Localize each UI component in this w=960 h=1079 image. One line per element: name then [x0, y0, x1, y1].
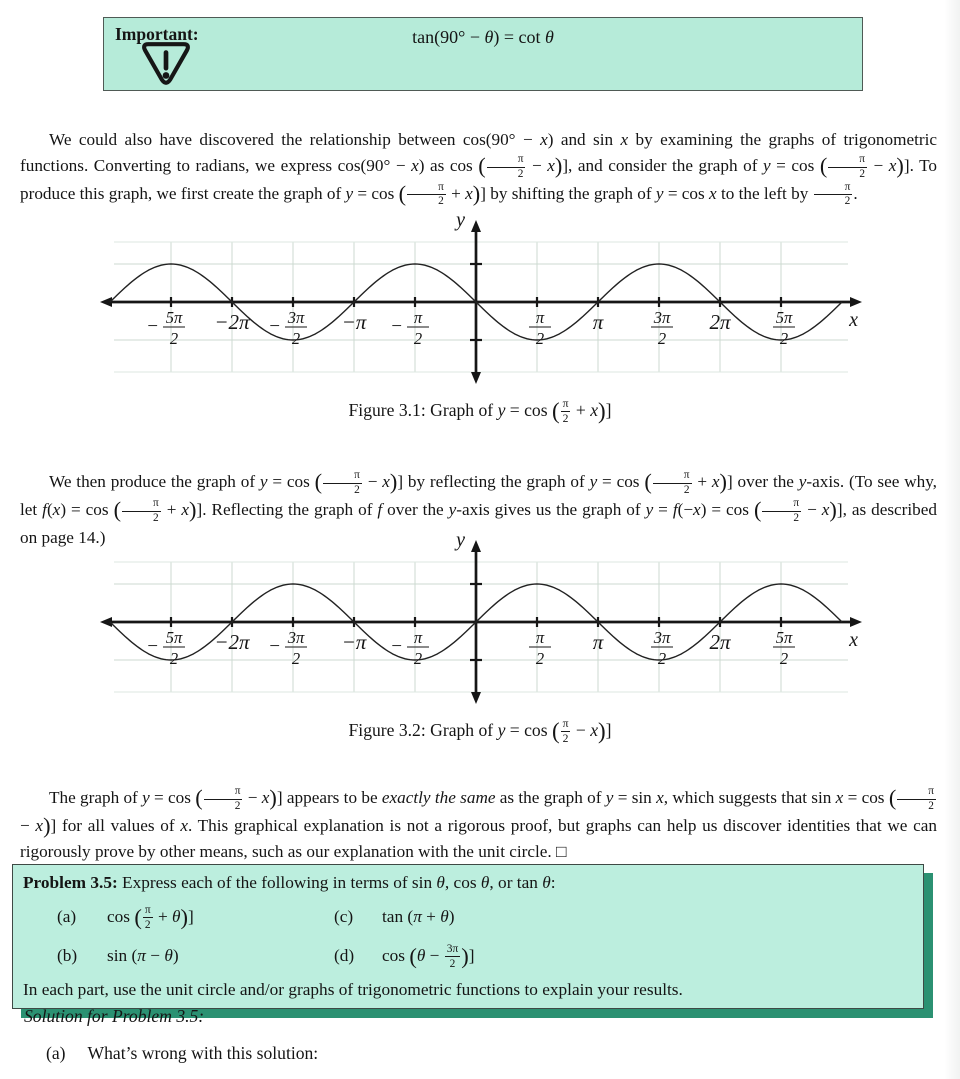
- problem-item-b-label: (b): [57, 946, 78, 965]
- svg-text:2: 2: [291, 329, 301, 348]
- svg-text:2: 2: [779, 649, 789, 668]
- svg-text:−π: −π: [341, 310, 367, 334]
- problem-item-a-expression: cos ( $\frac{\pi}{2}$ + θ)]: [107, 903, 194, 931]
- svg-text:−: −: [390, 316, 403, 337]
- svg-text:−: −: [268, 316, 281, 337]
- svg-text:−: −: [268, 636, 281, 657]
- problem-item-d-label: (d): [334, 946, 355, 965]
- svg-text:2: 2: [657, 649, 667, 668]
- svg-text:2: 2: [779, 329, 789, 348]
- svg-text:2: 2: [169, 649, 179, 668]
- problem-box: [12, 864, 924, 1009]
- svg-text:−π: −π: [341, 630, 367, 654]
- figure-3-2-graph: [96, 530, 866, 716]
- svg-text:5π: 5π: [165, 308, 183, 327]
- svg-text:3π: 3π: [287, 308, 305, 327]
- svg-text:2: 2: [413, 649, 423, 668]
- svg-text:−: −: [146, 316, 159, 337]
- svg-text:2: 2: [291, 649, 301, 668]
- svg-text:π: π: [413, 628, 423, 647]
- problem-item-a-label: (a): [57, 907, 77, 926]
- scan-edge-shading: [944, 0, 960, 1079]
- problem-item-d-expression: cos (θ − $\frac{3\pi}{2}$ )]: [382, 942, 475, 970]
- problem-title: [23, 873, 911, 893]
- svg-text:−: −: [146, 636, 159, 657]
- svg-text:5π: 5π: [165, 628, 183, 647]
- problem-item-c-expression: tan (π + θ): [382, 907, 455, 926]
- svg-text:x: x: [849, 309, 858, 331]
- problem-row-bd: [57, 941, 911, 971]
- svg-text:3π: 3π: [653, 308, 671, 327]
- svg-text:5π: 5π: [775, 628, 793, 647]
- svg-text:π: π: [535, 308, 545, 327]
- svg-text:2: 2: [535, 649, 545, 668]
- svg-text:−2π: −2π: [214, 630, 250, 654]
- svg-text:2π: 2π: [709, 310, 731, 334]
- problem-item-c-label: (c): [334, 907, 354, 926]
- svg-text:3π: 3π: [287, 628, 305, 647]
- important-box: [103, 17, 863, 91]
- svg-text:π: π: [592, 310, 604, 334]
- svg-text:−2π: −2π: [214, 310, 250, 334]
- figure-3-2-caption: Figure 3.2: Graph of y = cos ( $\frac{\pi}{2}$ − x)]: [348, 717, 612, 746]
- solution-part-a: [46, 1043, 318, 1064]
- solution-heading: Solution for Problem 3.5:: [24, 1006, 205, 1026]
- svg-text:y: y: [456, 210, 465, 231]
- svg-text:2: 2: [413, 329, 423, 348]
- paragraph-3: The graph of y = cos ( $\frac{\pi}{2}$ − x)] appears to be exactly the same as the graph of y = sin x, which suggests that sin x = cos ( $\frac{\pi}{2}$ − x)] for all values of x. This graphical explanation is not a rigorous proof, but graphs can help us discover identities that we can rigorously prove by other means, such as our explanation with the unit circle. □: [20, 785, 937, 861]
- important-box-label: Important:: [115, 24, 199, 44]
- problem-number-label: Problem 3.5:: [23, 873, 118, 892]
- part-a-text: What’s wrong with this solution:: [87, 1043, 319, 1063]
- important-formula: tan(90° − θ) = cot θ: [412, 27, 554, 47]
- svg-text:x: x: [849, 629, 858, 651]
- problem-row-ac: [57, 902, 911, 932]
- svg-text:2: 2: [169, 329, 179, 348]
- svg-text:π: π: [592, 630, 604, 654]
- svg-text:−: −: [390, 636, 403, 657]
- paragraph-2: We then produce the graph of y = cos ( $\frac{\pi}{2}$ − x)] by reflecting the graph of y = cos ( $\frac{\pi}{2}$ + x)] over the y-axis. (To see why, let f(x) = cos ( $\frac{\pi}{2}$ + x)]. Reflecting the graph of f over the y-axis gives us the graph of y = f(−x) = cos ( $\frac{\pi}{2}$ − x)], as described on page 14.): [20, 469, 937, 547]
- problem-footer: In each part, use the unit circle and/or graphs of trigonometric functions to explain your results.: [23, 980, 683, 999]
- problem-item-b-expression: sin (π − θ): [107, 946, 179, 965]
- paragraph-1: We could also have discovered the relationship between cos(90° − x) and sin x by examining the graphs of trigonometric functions. Converting to radians, we express cos(90° − x) as cos ( $\frac{\pi}{2}$ − x)], and consider the graph of y = cos ( $\frac{\pi}{2}$ − x)]. To produce this graph, we first create the graph of y = cos ( $\frac{\pi}{2}$ + x)] by shifting the graph of y = cos x to the left by $\frac{\pi}{2}$ .: [20, 130, 937, 208]
- svg-text:5π: 5π: [775, 308, 793, 327]
- svg-text:2: 2: [535, 329, 545, 348]
- problem-prompt: Express each of the following in terms of sin θ, cos θ, or tan θ:: [122, 873, 556, 892]
- svg-text:π: π: [535, 628, 545, 647]
- svg-text:π: π: [413, 308, 423, 327]
- figure-3-1-caption: Figure 3.1: Graph of y = cos ( $\frac{\pi}{2}$ + x)]: [348, 397, 612, 426]
- part-a-label: (a): [46, 1043, 66, 1063]
- svg-text:2: 2: [657, 329, 667, 348]
- svg-text:3π: 3π: [653, 628, 671, 647]
- svg-text:2π: 2π: [709, 630, 731, 654]
- svg-text:y: y: [456, 530, 465, 551]
- figure-3-1-graph: [96, 210, 866, 396]
